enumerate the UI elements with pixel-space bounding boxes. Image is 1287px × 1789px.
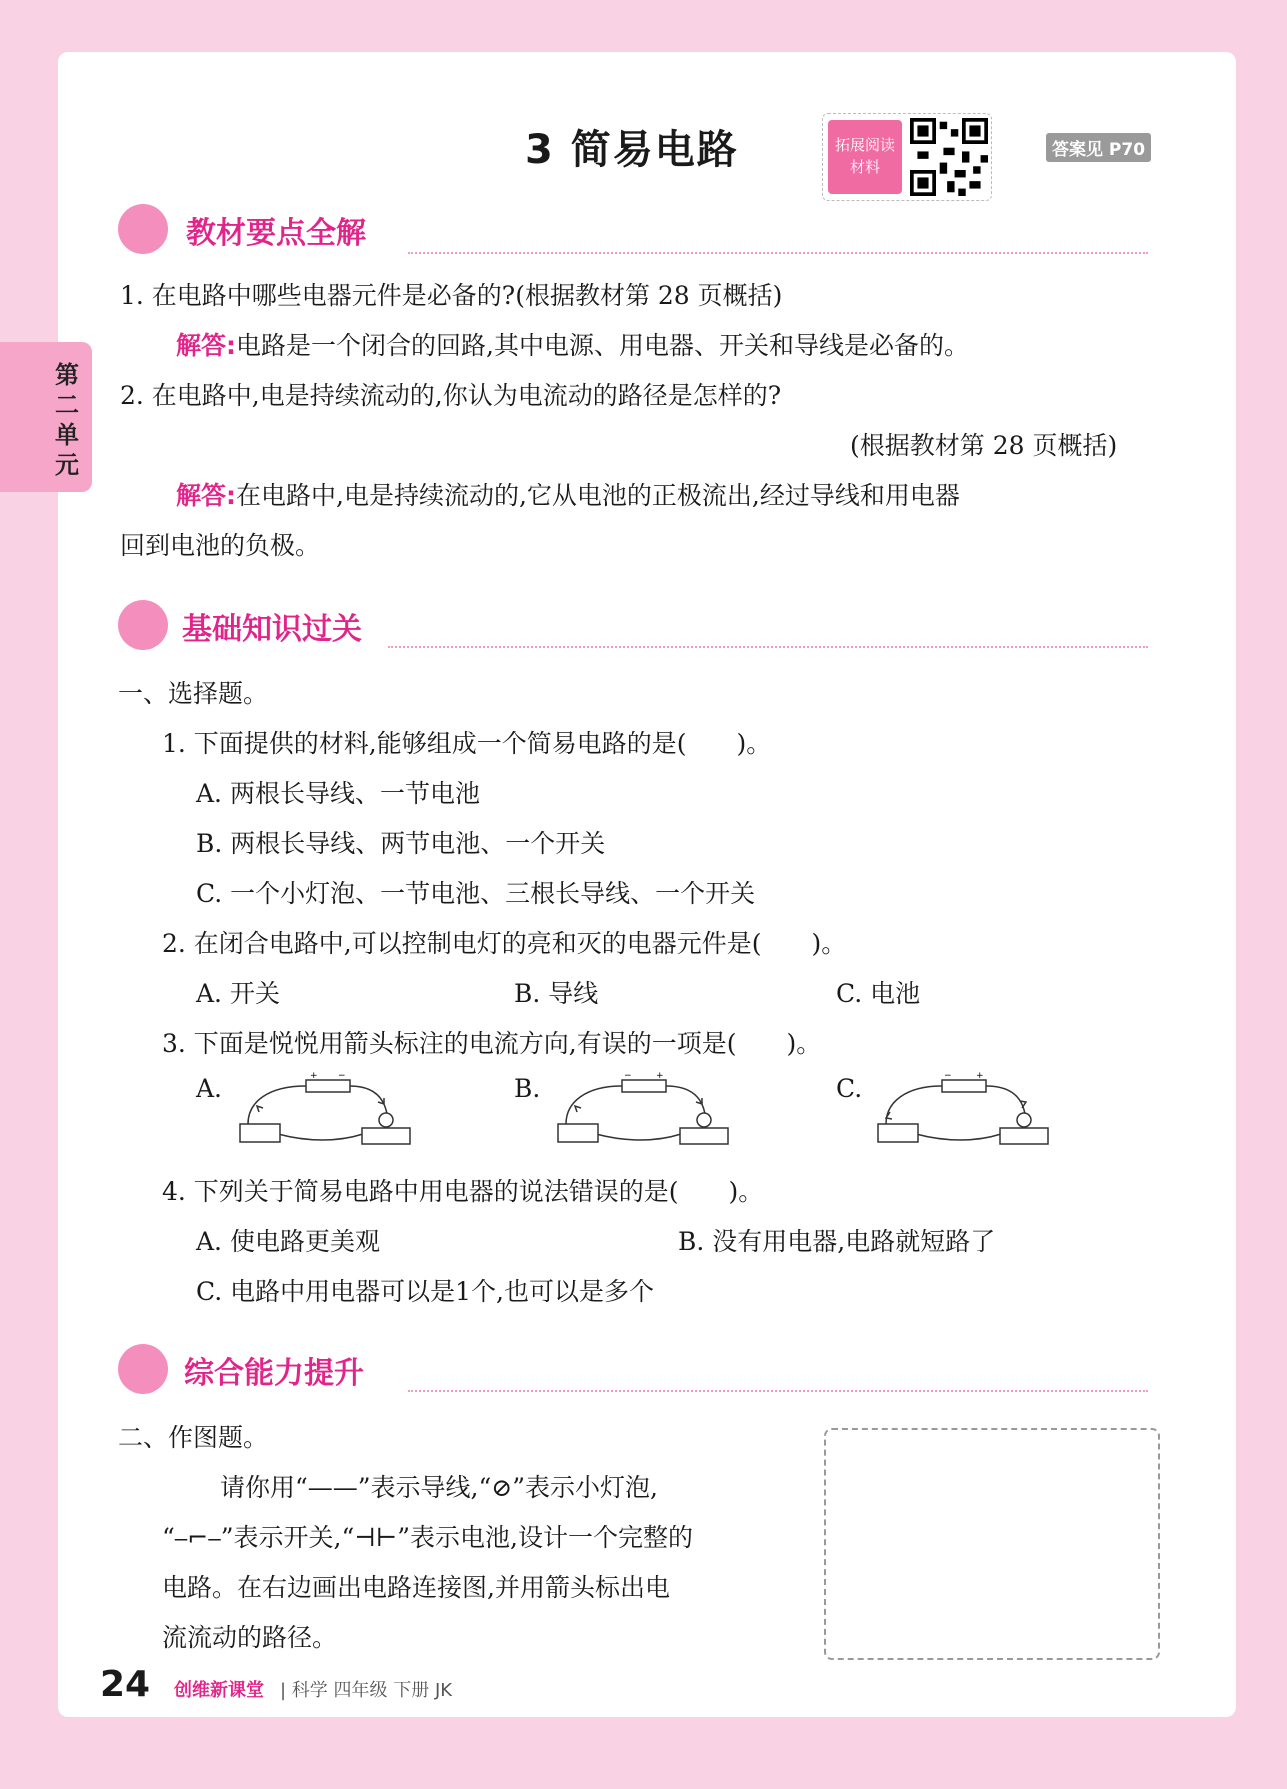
answer-text: 电路是一个闭合的回路,其中电源、用电器、开关和导线是必备的。 [236, 331, 969, 360]
circuit-diagram-a [238, 1072, 416, 1148]
answer-label: 解答: [176, 481, 236, 510]
answer-reference-badge: 答案见 P70 [1046, 133, 1151, 162]
choice-q1-option-b: B. 两根长导线、两节电池、一个开关 [196, 829, 606, 858]
unit-side-tab-label: 第二单元 [55, 361, 79, 479]
svg-text:−: − [624, 1072, 632, 1081]
qr-label[interactable] [828, 120, 902, 194]
section-title: 综合能力提升 [184, 1356, 364, 1391]
choice-q4-option-c: C. 电路中用电器可以是1个,也可以是多个 [196, 1277, 654, 1306]
choice-q2-option-b: B. 导线 [514, 979, 599, 1008]
choice-q1-option-c: C. 一个小灯泡、一节电池、三根长导线、一个开关 [196, 879, 756, 908]
point-answer-2 [176, 476, 960, 512]
qr-label-line2: 材料 [849, 158, 880, 176]
drawing-instruction-line3: 电路。在右边画出电路连接图,并用箭头标出电 [162, 1573, 670, 1602]
point-question-1: 1. 在电路中哪些电器元件是必备的?(根据教材第 28 页概括) [120, 281, 783, 310]
drawing-instruction-line2: “⎯⌐⎯”表示开关,“⊣⊢”表示电池,设计一个完整的 [162, 1523, 693, 1552]
cartoon-mascot-icon [118, 204, 168, 254]
drawing-instruction-line4: 流流动的路径。 [162, 1623, 338, 1652]
lesson-title: 3 简易电路 [525, 127, 739, 173]
choice-q2-option-a: A. 开关 [196, 979, 280, 1008]
choice-q1: 1. 下面提供的材料,能够组成一个简易电路的是( )。 [162, 729, 772, 758]
svg-text:−: − [338, 1072, 346, 1081]
cartoon-mascot-icon [118, 1344, 168, 1394]
page-number: 24 [100, 1664, 151, 1705]
choice-q3-option-b-label: B. [514, 1074, 541, 1103]
answer-text: 在电路中,电是持续流动的,它从电池的正极流出,经过导线和用电器 [236, 481, 960, 510]
dotted-divider [408, 252, 1148, 254]
qr-code-icon[interactable] [910, 118, 988, 196]
circuit-diagram-c [876, 1072, 1054, 1148]
circuit-diagram-b [556, 1072, 734, 1148]
section-title: 教材要点全解 [186, 216, 366, 251]
choice-q2-option-c: C. 电池 [836, 979, 921, 1008]
dotted-divider [388, 646, 1148, 648]
choice-q3-option-a-label: A. [196, 1074, 223, 1103]
drawing-answer-area[interactable] [824, 1428, 1160, 1660]
svg-text:+: + [976, 1072, 984, 1081]
svg-text:+: + [656, 1072, 664, 1081]
dotted-divider [408, 1390, 1148, 1392]
choice-q2: 2. 在闭合电路中,可以控制电灯的亮和灭的电器元件是( )。 [162, 929, 847, 958]
choice-q4-option-b: B. 没有用电器,电路就短路了 [678, 1227, 996, 1256]
drawing-heading: 二、作图题。 [118, 1423, 269, 1452]
point-answer-2-cont: 回到电池的负极。 [120, 531, 321, 560]
footer-brand: 创维新课堂 [174, 1680, 264, 1701]
svg-text:−: − [944, 1072, 952, 1081]
footer-book-info: | 科学 四年级 下册 JK [280, 1680, 453, 1701]
section-header-comprehensive [118, 1344, 1158, 1398]
qr-label-line1: 拓展阅读 [834, 136, 895, 154]
svg-text:+: + [310, 1072, 318, 1081]
answer-label: 解答: [176, 331, 236, 360]
choice-q1-option-a: A. 两根长导线、一节电池 [196, 779, 480, 808]
choice-heading: 一、选择题。 [118, 679, 269, 708]
point-question-2-source: (根据教材第 28 页概括) [850, 431, 1118, 460]
drawing-instruction-line1: 请你用“——”表示导线,“⊘”表示小灯泡, [220, 1473, 658, 1502]
choice-q3: 3. 下面是悦悦用箭头标注的电流方向,有误的一项是( )。 [162, 1029, 822, 1058]
choice-q4: 4. 下列关于简易电路中用电器的说法错误的是( )。 [162, 1177, 764, 1206]
point-answer-1 [176, 326, 969, 362]
section-header-textbook-points [118, 204, 1158, 258]
point-question-2: 2. 在电路中,电是持续流动的,你认为电流动的路径是怎样的? [120, 381, 782, 410]
cartoon-mascot-icon [118, 600, 168, 650]
choice-q3-option-c-label: C. [836, 1074, 863, 1103]
section-title: 基础知识过关 [182, 612, 362, 647]
choice-q4-option-a: A. 使电路更美观 [196, 1227, 380, 1256]
section-header-basic-knowledge [118, 600, 1158, 654]
